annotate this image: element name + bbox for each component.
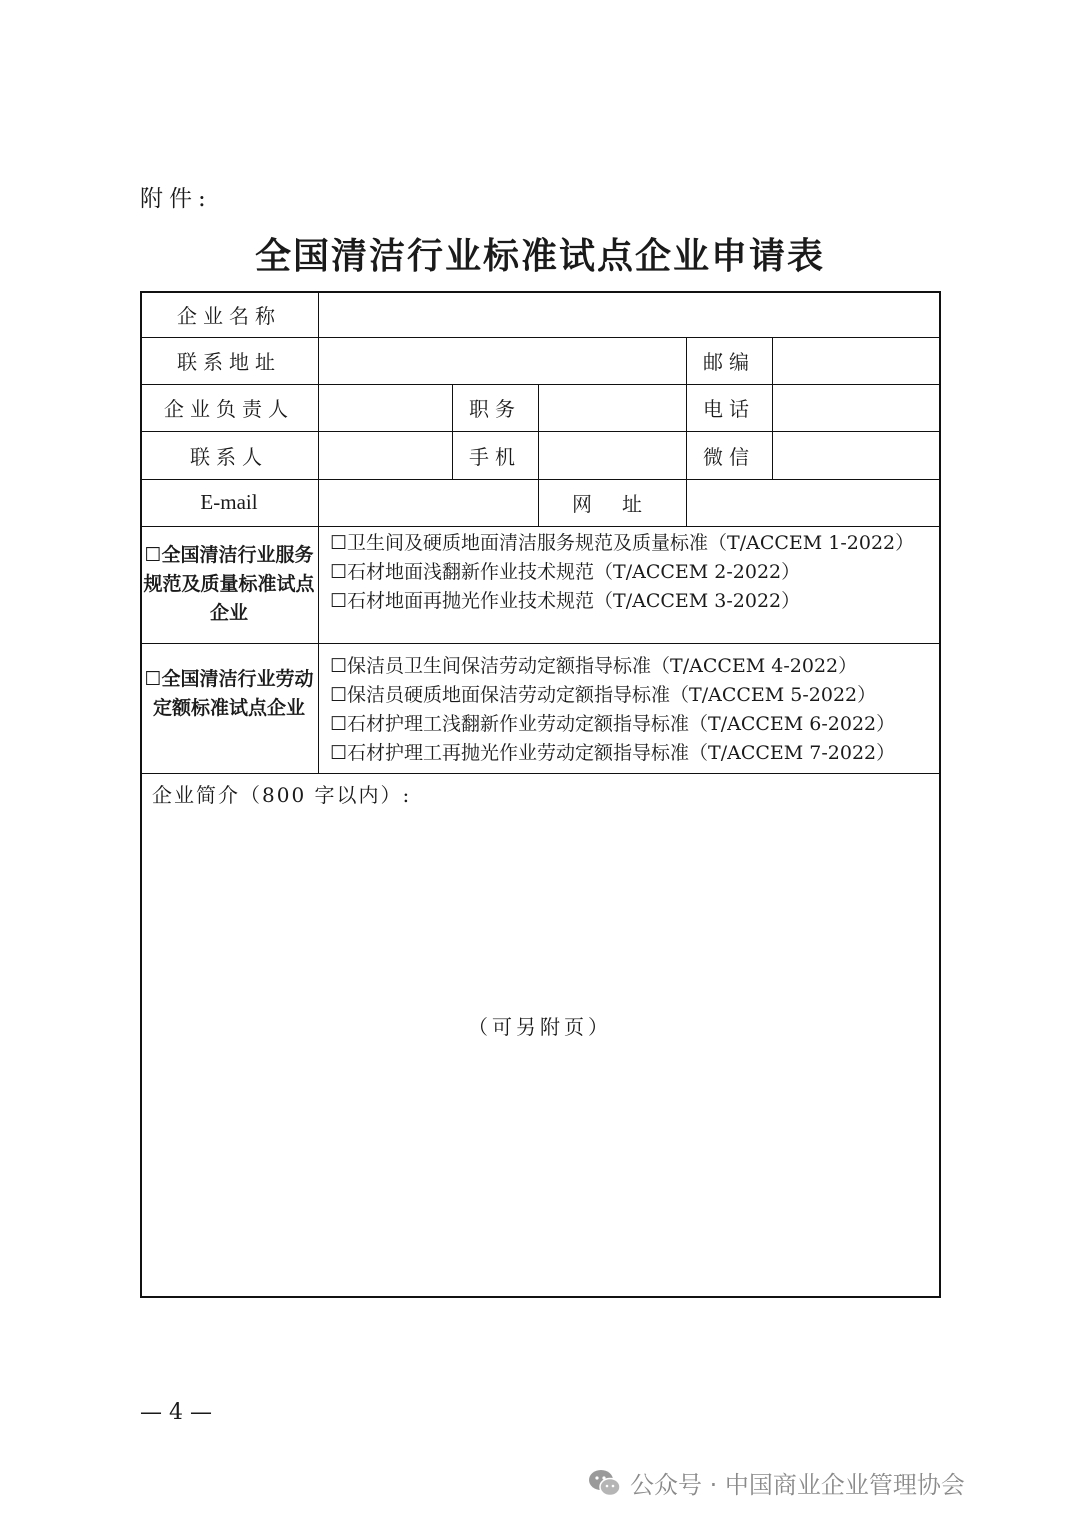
company-name-field[interactable]	[318, 291, 938, 337]
website-field[interactable]	[686, 479, 938, 526]
row-divider	[140, 526, 941, 527]
postcode-field[interactable]	[772, 337, 938, 384]
category-labor-quota-checkbox[interactable]: ☐全国清洁行业劳动定额标准试点企业	[144, 668, 314, 719]
address-field[interactable]	[318, 337, 686, 384]
row-divider	[140, 643, 941, 644]
position-field[interactable]	[538, 384, 686, 431]
wechat-label: 微信	[703, 444, 755, 469]
standard-checkbox[interactable]: ☐保洁员硬质地面保洁劳动定额指导标准（T/ACCEM 5-2022）	[330, 684, 877, 706]
company-name-label: 企业名称	[177, 303, 281, 328]
watermark-text: 公众号 · 中国商业企业管理协会	[630, 1471, 965, 1499]
standard-checkbox[interactable]: ☐保洁员卫生间保洁劳动定额指导标准（T/ACCEM 4-2022）	[330, 655, 858, 677]
phone-field[interactable]	[772, 384, 938, 431]
website-label: 网址	[572, 492, 672, 516]
standard-checkbox[interactable]: ☐石材地面再抛光作业技术规范（T/ACCEM 3-2022）	[330, 590, 801, 612]
wechat-icon	[588, 1468, 622, 1498]
category-service-quality-items	[330, 529, 935, 616]
email-label: E-mail	[200, 490, 258, 514]
page-number: — 4 —	[140, 1400, 212, 1425]
position-label: 职务	[469, 397, 521, 421]
leader-field[interactable]	[318, 384, 452, 431]
attachment-label: 附件:	[140, 186, 212, 212]
leader-label: 企业负责人	[164, 397, 294, 421]
mobile-field[interactable]	[538, 431, 686, 479]
phone-label: 电话	[703, 397, 755, 421]
email-field[interactable]	[318, 479, 538, 526]
standard-checkbox[interactable]: ☐卫生间及硬质地面清洁服务规范及质量标准（T/ACCEM 1-2022）	[330, 532, 915, 554]
standard-checkbox[interactable]: ☐石材护理工浅翻新作业劳动定额指导标准（T/ACCEM 6-2022）	[330, 713, 896, 735]
address-label: 联系地址	[177, 350, 281, 374]
contact-field[interactable]	[318, 431, 452, 479]
mobile-label: 手机	[469, 444, 521, 469]
form-title: 全国清洁行业标准试点企业申请表	[254, 236, 825, 277]
standard-checkbox[interactable]: ☐石材地面浅翻新作业技术规范（T/ACCEM 2-2022）	[330, 561, 801, 583]
postcode-label: 邮编	[703, 350, 755, 374]
standard-checkbox[interactable]: ☐石材护理工再抛光作业劳动定额指导标准（T/ACCEM 7-2022）	[330, 742, 896, 764]
category-service-quality-checkbox[interactable]: ☐全国清洁行业服务规范及质量标准试点企业	[143, 544, 315, 624]
row-divider	[140, 773, 941, 774]
contact-label: 联系人	[190, 444, 268, 469]
wechat-field[interactable]	[772, 431, 938, 479]
category-labor-quota-items	[330, 652, 935, 768]
watermark	[588, 1465, 965, 1500]
company-intro-label: 企业简介（800 字以内）:	[152, 783, 412, 807]
extra-pages-note: （可另附页）	[468, 1015, 612, 1039]
application-form	[140, 291, 941, 1298]
